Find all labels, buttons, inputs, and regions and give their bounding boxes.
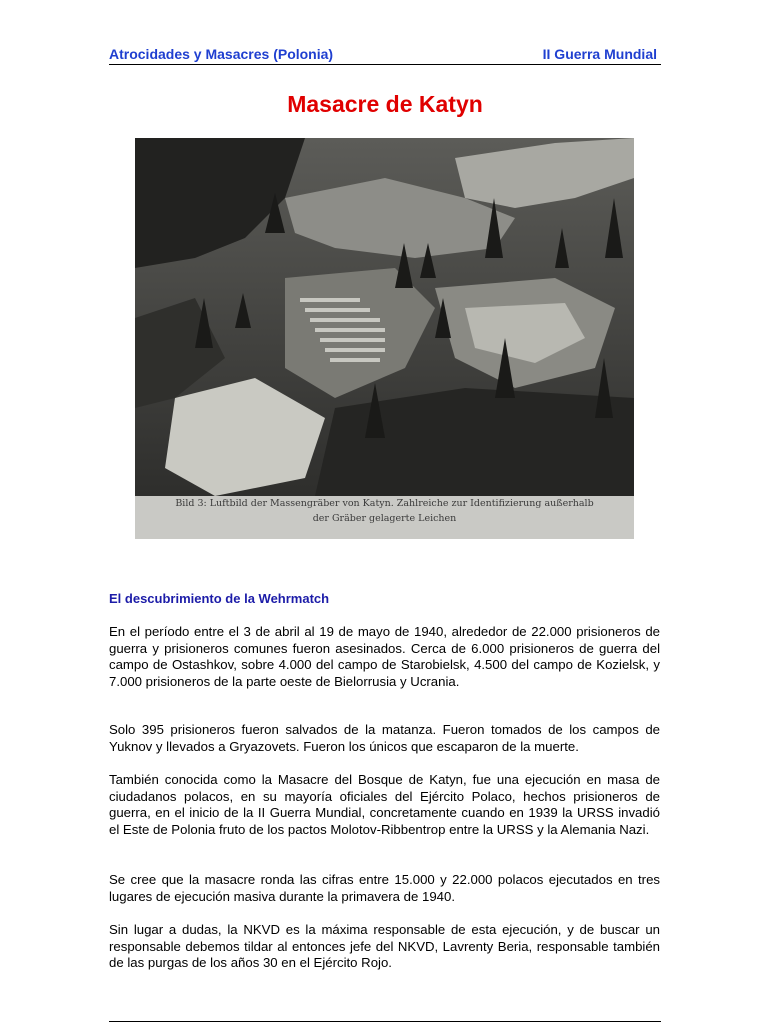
photo-caption-line-2: der Gräber gelagerte Leichen (312, 513, 457, 524)
header-right-title: II Guerra Mundial (542, 46, 657, 62)
photo-caption (135, 496, 634, 526)
photo-caption-line-1: Bild 3: Luftbild der Massengräber von Katyn. Zahlreiche zur Identifizierung außerhalb (175, 498, 594, 509)
paragraph-4: Se cree que la masacre ronda las cifras entre 15.000 y 22.000 polacos ejecutados en tres lugares de ejecución masiva durante la primavera de 1940. (109, 872, 660, 904)
paragraph-3: También conocida como la Masacre del Bosque de Katyn, fue una ejecución en masa de ciudadanos polacos, en su mayoría oficiales del Ejército Polaco, hechos prisioneros de guerra, en el inicio de la II Guerra Mundial, concretamente cuando en 1939 la URSS invadió el Este de Polonia fruto de los pactos Molotov-Ribbentrop entre la URSS y la Alemania Nazi. (109, 772, 660, 837)
section-heading: El descubrimiento de la Wehrmatch (109, 591, 330, 606)
paragraph-5: Sin lugar a dudas, la NKVD es la máxima responsable de esta ejecución, y de buscar un responsable debemos tildar al entonces jefe del NKVD, Lavrenty Beria, responsable también de las purgas de los años 30 en el Ejército Rojo. (109, 922, 660, 971)
aerial-photo-figure (135, 138, 634, 539)
aerial-photo-mass-graves (135, 138, 634, 496)
paragraph-1: En el período entre el 3 de abril al 19 de mayo de 1940, alrededor de 22.000 prisioneros de guerra y prisioneros comunes fueron asesinados. Cerca de 6.000 prisioneros de guerra del campo de Ostashkov, sobre 4.000 del campo de Starobielsk, 4.500 del campo de Kozielsk, y 7.000 prisioneros de la parte oeste de Bielorrusia y Ucrania. (109, 624, 660, 689)
header-left-title: Atrocidades y Masacres (Polonia) (109, 46, 334, 62)
page-header (109, 44, 661, 65)
paragraph-2: Solo 395 prisioneros fueron salvados de la matanza. Fueron tomados de los campos de Yuknov y llevados a Gryazovets. Fueron los únicos que escaparon de la muerte. (109, 722, 660, 754)
footer-rule (109, 1021, 661, 1022)
document-title: Masacre de Katyn (287, 91, 483, 117)
